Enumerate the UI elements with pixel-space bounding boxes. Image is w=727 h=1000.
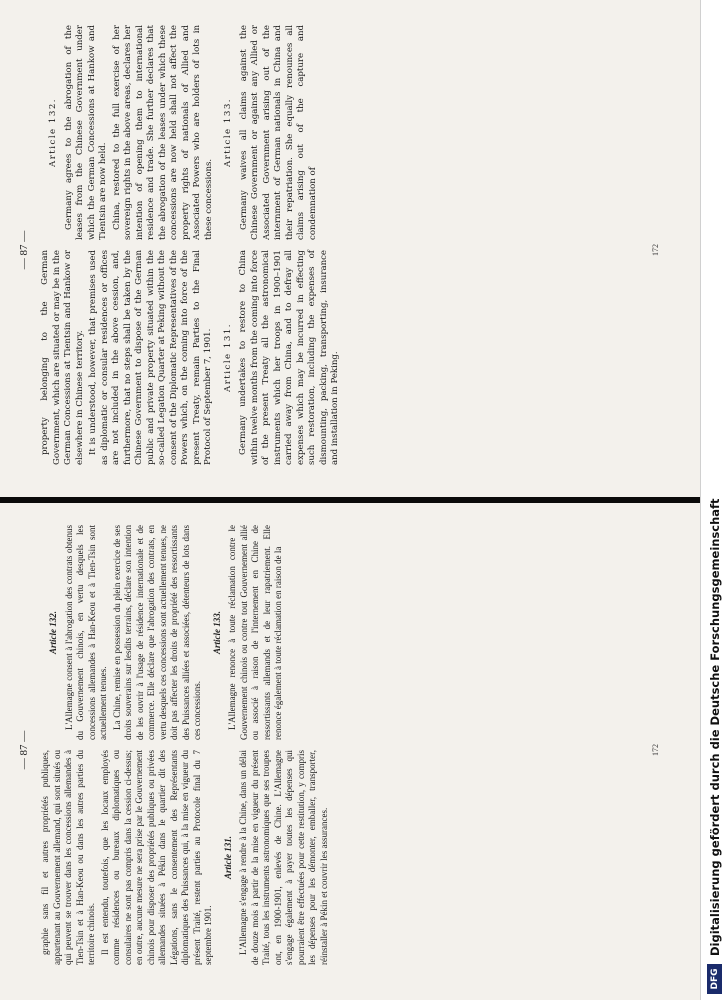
column-right — [40, 525, 287, 740]
column-left — [40, 750, 332, 965]
article-heading: Article 132. — [48, 97, 58, 168]
paragraph: L'Allemagne s'engage à rendre à la Chine, dans un délai de douze mois à partir de la mise en vigueur du présent Traité, tous les instruments astronomiques que ses troupes ont, en 1900-1901, enlevés de Chine. L'Allemagne s'engage également à payer toutes les dépenses qui pourraient être effectuées pour cette restitution, y compris les dépenses pour les démonter, emballer, transporter, réinstaller à Pékin et couvrir les assurances. — [238, 750, 329, 965]
credit-text: Digitalisierung gefördert durch die Deutsche Forschungsgemeinschaft — [707, 498, 722, 956]
article-heading: Article 133. — [223, 97, 233, 168]
article-heading: Article 131. — [222, 322, 233, 393]
paragraph: L'Allemagne consent à l'abrogation des contrats obtenus du Gouvernement chinois, en vertu desquels les concessions allemandes à Han-Keou et à Tien-Tsin sont actuellement tenues. — [63, 525, 108, 740]
paragraph: It is understood, however, that premises used as diplomatic or consular residences or offices are not included in the above cession, and, furthermore, that no steps shall be taken by the Chinese Government to dispose of the German public and private property situated within the so-called Legation Quarter at Peking without the consent of the Diplomatic Representatives of the Powers which, on the coming into force of the present Treaty, remain Parties to the Final Protocol of September 7, 1901. — [88, 250, 213, 465]
page-footer-number: 172 — [651, 744, 660, 756]
digitization-credit-stripe — [700, 0, 727, 1000]
paragraph: La Chine, remise en possession du plein exercice de ses droits souverains sur lesdits terrains, déclare son intention de les ouvrir à l'usage de résidence internationale et de commerce. Elle déclare que l'abrogation des contrats, en vertu desquels ces concessions sont actuellement tenues, ne doit pas affecter les droits de propriété des ressortissants des Puissances alliées et associées, détenteurs de lots dans ces concessions. — [111, 525, 202, 740]
page-number: — 87 — — [18, 730, 30, 770]
paragraph: property belonging to the German Government, which are situated or may be in the German Concessions at Tientsin and Hankow or elsewhere in Chinese territory. — [40, 250, 85, 465]
paragraph: China, restored to the full exercise of her sovereign rights in the above areas, declares her intention of opening them to international residence and trade. She further declares that the abrogation of the leases under which these concessions are now held shall not affect the property rights of nationals of Allied and Associated Powers who are holders of lots in these concessions. — [111, 25, 214, 240]
credit-row — [701, 0, 727, 1000]
page-french — [0, 500, 700, 1000]
paragraph: Germany undertakes to restore to China within twelve months from the coming into force of the present Treaty all the astronomical instruments which her troops in 1900–1901 carried away from China, and to defray all expenses which may be incurred in effecting such restoration, including the expenses of dismounting, packing, transporting, insurance and installation in Peking. — [238, 250, 340, 465]
paragraph: graphie sans fil et autres propriétés publiques, appartenant au Gouvernement allemand, qui sont situés ou qui peuvent se trouver dans les concessions allemandes à Tien-Tsin et à Han-Keou ou dans les autres parties du territoire chinois. — [40, 750, 96, 965]
article-heading: Article 133. — [211, 611, 222, 654]
article-heading: Article 131. — [222, 836, 233, 879]
dfg-logo: DFG — [707, 964, 722, 994]
page-footer-number: 172 — [651, 244, 660, 256]
article-heading: Article 132. — [48, 611, 58, 654]
column-left — [40, 250, 344, 465]
page-number: — 87 — — [18, 230, 30, 270]
paragraph: Il est entendu, toutefois, que les locaux employés comme résidences ou bureaux diplomatiques ou consulaires ne sont pas compris dans la cession ci-dessus; en outre, aucune mesure ne sera prise par le Gouvernement chinois pour disposer des propriétés publiques ou privées allemandes situées à Pékin dans le quartier dit des Légations, sans le consentement des Représentants diplomatiques des Puissances qui, à la mise en vigueur du présent Traité, restent parties au Protocole final du 7 septembre 1901. — [99, 750, 213, 965]
page-german — [0, 0, 700, 500]
paragraph: Germany agrees to the abrogation of the leases from the Chinese Government under which the German Concessions at Hankow and Tientsin are now held. — [63, 25, 108, 240]
column-right — [40, 25, 321, 240]
paragraph: L'Allemagne renonce à toute réclamation contre le Gouvernement chinois ou contre tout Gouvernement allié ou associé à raison de l'internement en Chine de ressortissants allemands et de leur rapatriement. Elle renonce également à toute réclamation en raison de la — [227, 525, 283, 740]
paragraph: Germany waives all claims against the Chinese Government or against any Allied or Associated Government arising out of the internment of German nationals in China and their repatriation. She equally renounces all claims arising out of the capture and condemnation of — [238, 25, 318, 240]
